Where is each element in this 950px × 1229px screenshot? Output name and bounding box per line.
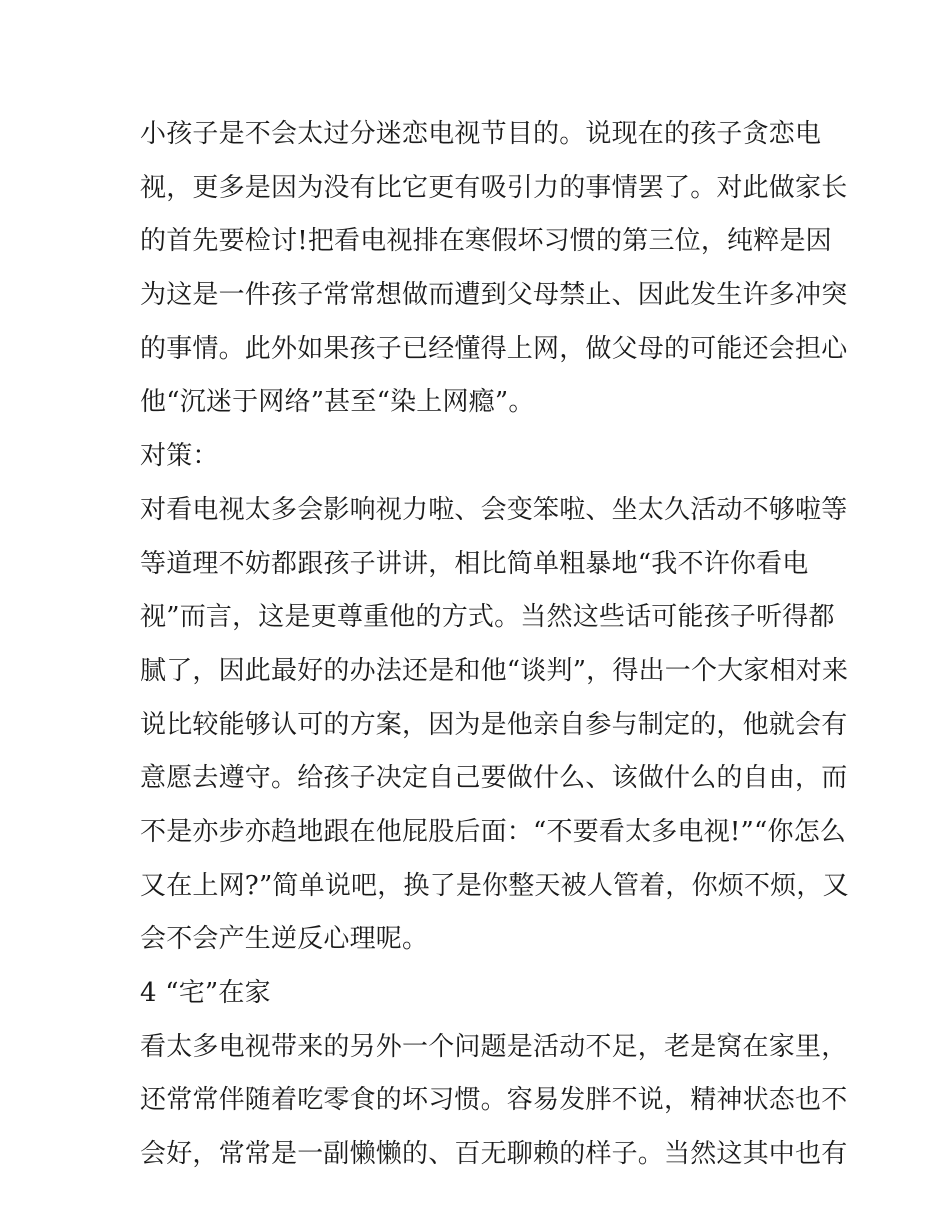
text-line: 还常常伴随着吃零食的坏习惯。容易发胖不说，精神状态也不 — [140, 1085, 848, 1116]
text-line: 意愿去遵守。给孩子决定自己要做什么、该做什么的自由，而 — [140, 763, 848, 794]
text-line: 不是亦步亦趋地跟在他屁股后面：“不要看太多电视!”“你怎么 — [140, 816, 847, 847]
text-line: 说比较能够认可的方案，因为是他亲自参与制定的，他就会有 — [140, 709, 848, 740]
text-line: 腻了，因此最好的办法还是和他“谈判”，得出一个大家相对来 — [140, 655, 849, 686]
text-line: 的首先要检讨!把看电视排在寒假坏习惯的第三位，纯粹是因 — [140, 226, 832, 257]
text-line: 会不会产生逆反心理呢。 — [140, 924, 429, 955]
text-line: 视，更多是因为没有比它更有吸引力的事情罢了。对此做家长 — [140, 172, 848, 203]
text-line: 视”而言，这是更尊重他的方式。当然这些话可能孩子听得都 — [140, 602, 835, 633]
text-line: 的事情。此外如果孩子已经懂得上网，做父母的可能还会担心 — [140, 333, 848, 364]
text-line: 看太多电视带来的另外一个问题是活动不足，老是窝在家里， — [140, 1031, 848, 1062]
section-heading: 对策： — [140, 441, 219, 472]
text-line: 对看电视太多会影响视力啦、会变笨啦、坐太久活动不够啦等 — [140, 494, 848, 525]
text-line: 他“沉迷于网络”甚至“染上网瘾”。 — [140, 387, 535, 418]
section-heading: 4 “宅”在家 — [140, 978, 271, 1008]
document-body — [140, 108, 849, 1182]
text-line: 又在上网?”简单说吧，换了是你整天被人管着，你烦不烦，又 — [140, 870, 849, 901]
text-line: 小孩子是不会太过分迷恋电视节目的。说现在的孩子贪恋电 — [140, 119, 822, 149]
text-line: 会好，常常是一副懒懒的、百无聊赖的样子。当然这其中也有 — [140, 1139, 848, 1170]
text-line: 为这是一件孩子常常想做而遭到父母禁止、因此发生许多冲突 — [140, 280, 848, 311]
text-line: 等道理不妨都跟孩子讲讲，相比简单粗暴地“我不许你看电 — [140, 548, 809, 579]
